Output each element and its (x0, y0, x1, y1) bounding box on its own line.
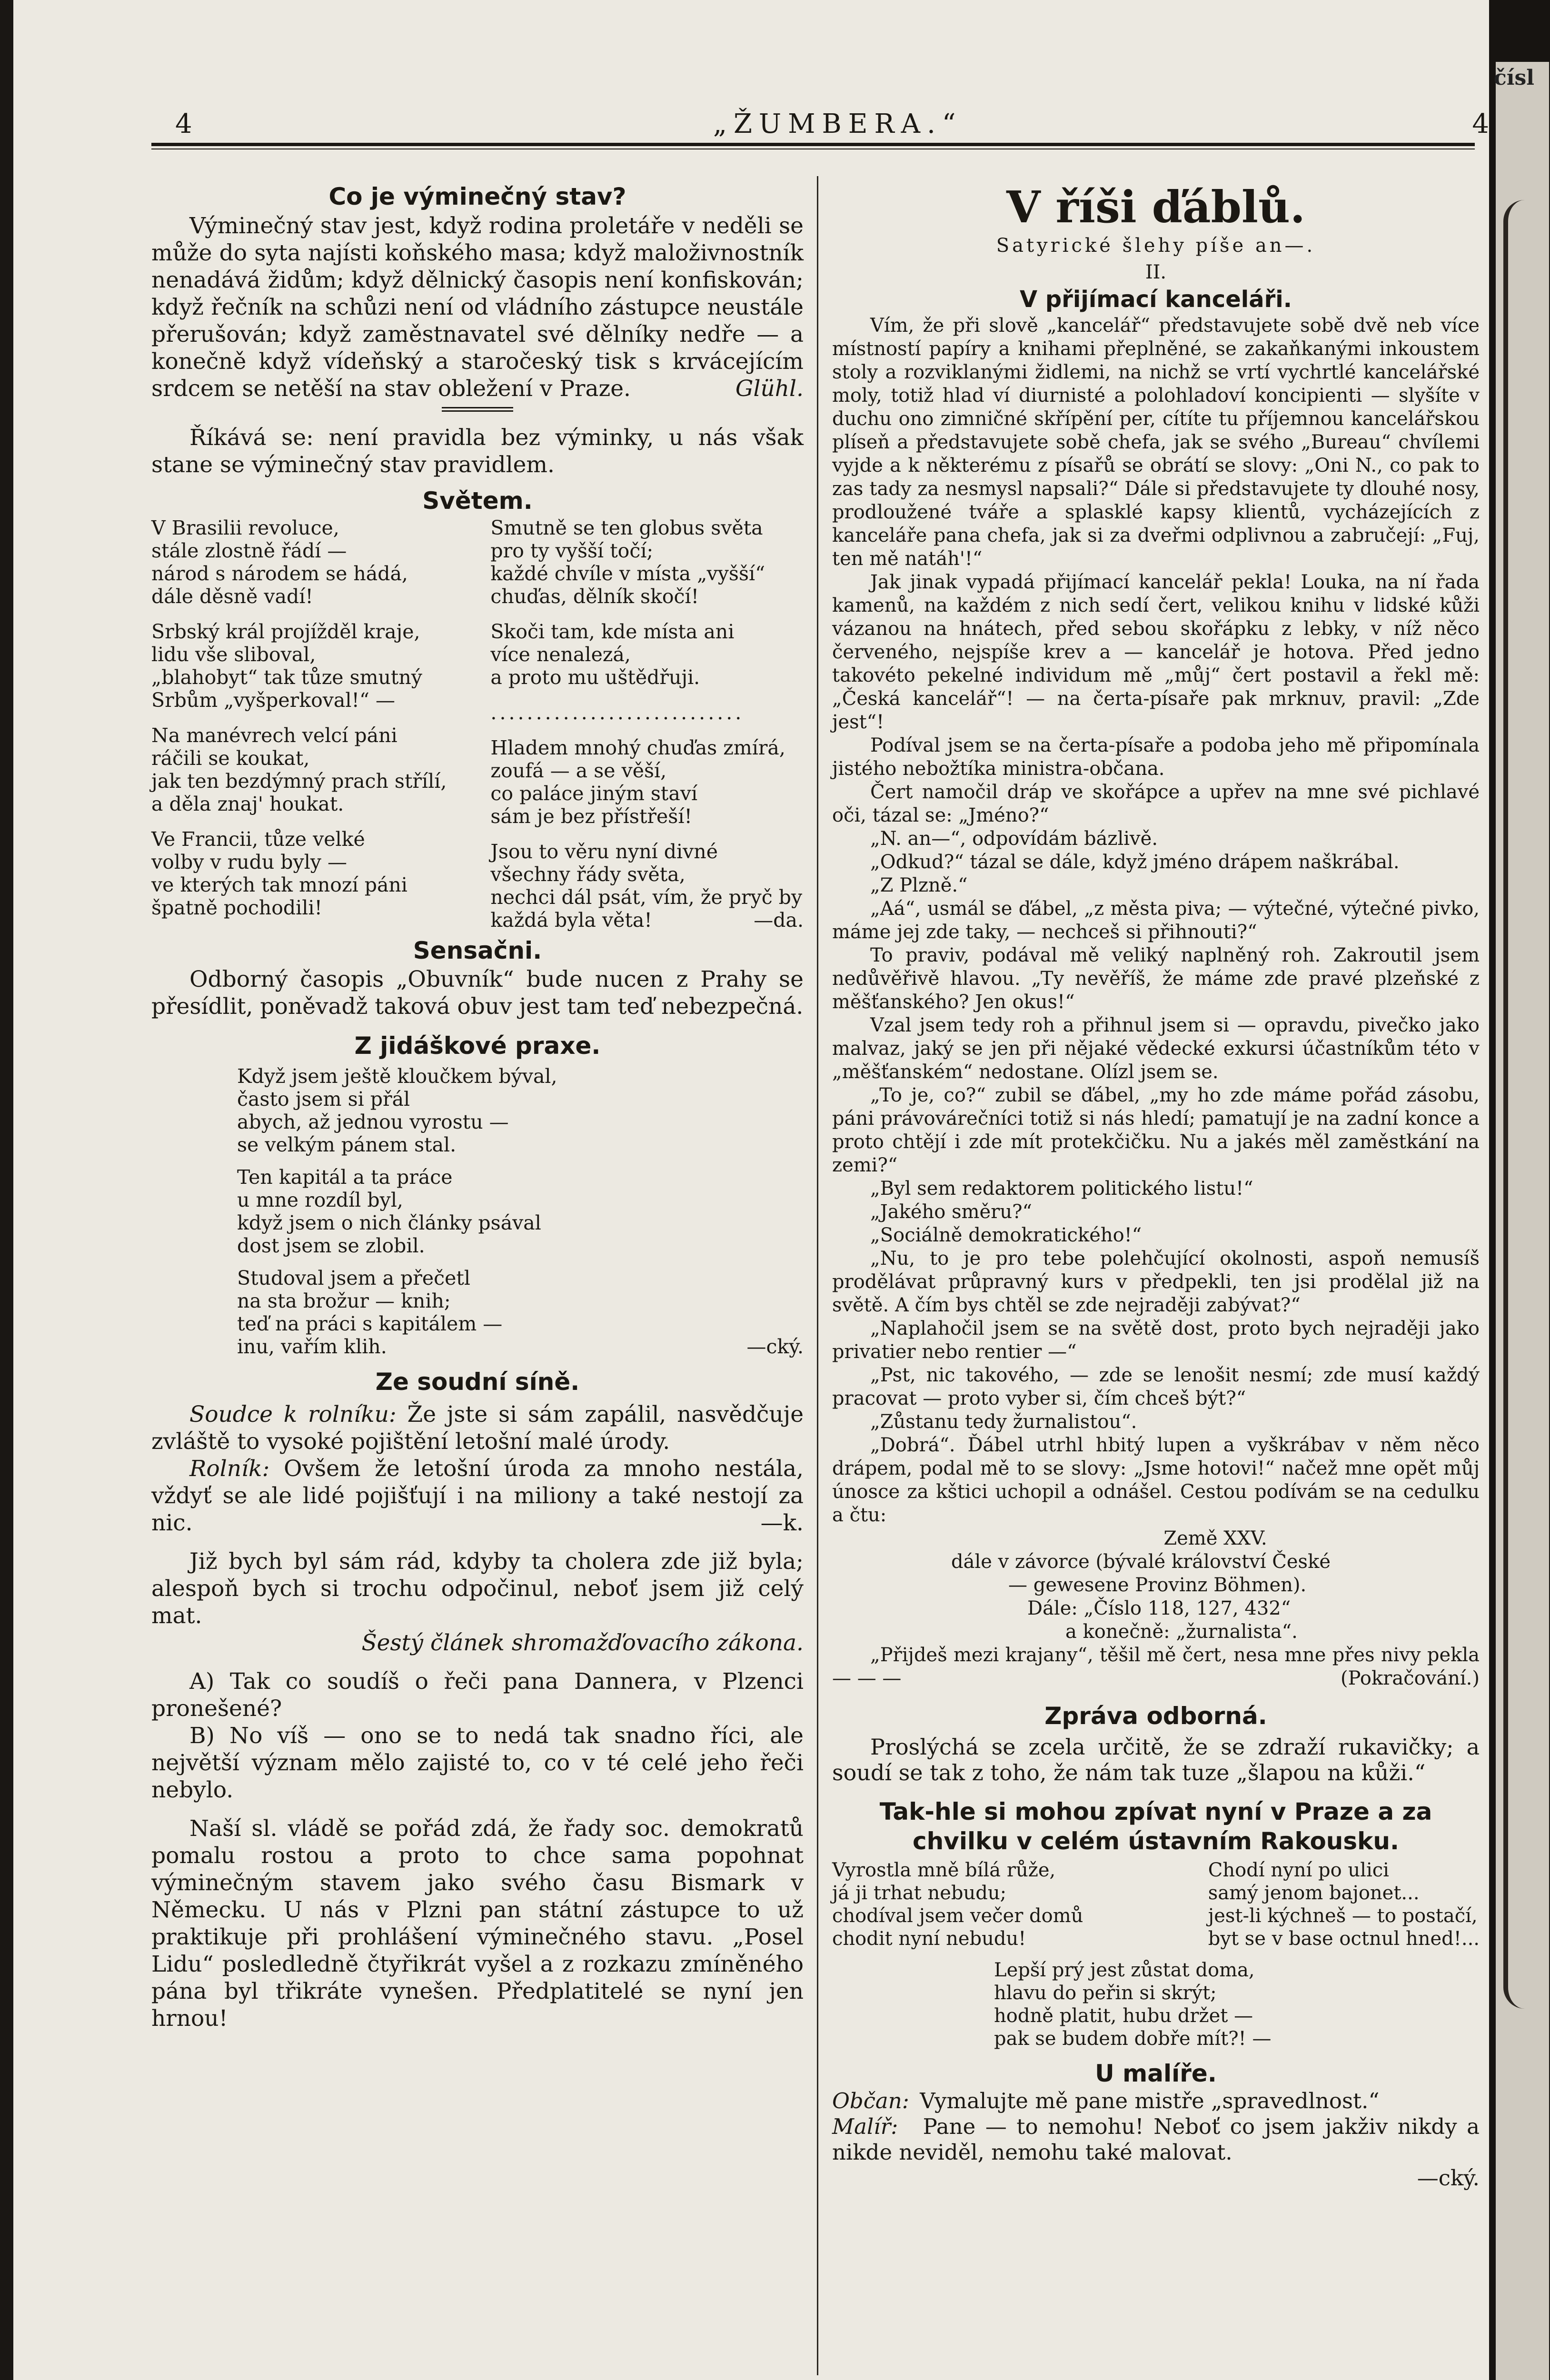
story-paragraph: „Z Plzně.“ (870, 874, 968, 896)
poem-stanza: Když jsem ještě kloučkem býval, často jsem si přál abych, až jednou vyrostu — se velkým pánem stal. (237, 1065, 557, 1156)
poem-stanza: Chodí nyní po ulici samý jenom bajonet... jest-li kýchneš — to postačí, byt se v base octnul hned!... (1208, 1859, 1480, 1950)
ornament-decoration (1503, 200, 1546, 2009)
dialogue-paragraph (151, 1401, 804, 1455)
note-line: dále v závorce (bývalé království České (951, 1551, 1331, 1573)
story-paragraph: „To je, co?“ zubil se ďábel, „my ho zde máme pořád zásobu, páni právovárečníci totiž si nás hledí; pamatují je na zadní konce a proto chtějí i zde mít protekčičku. Nu a jakés měl zaměstkání na zemi?“ (832, 1084, 1480, 1176)
story-paragraph: „Přijdeš mezi krajany“, těšil mě čert, nesa mne přes nivy pekla — — — (832, 1644, 1480, 1689)
signature: Šestý článek shromažďovacího zákona. (361, 1630, 804, 1656)
column-divider (817, 176, 818, 2375)
story-paragraph: „Sociálně demokratického!“ (870, 1224, 1142, 1246)
section-title: Ze soudní síně. (375, 1368, 580, 1396)
story-paragraph: Jak jinak vypadá přijímací kancelář pekla! Louka, na ní řada kamenů, na každém z nich sedí čert, velikou knihu v lidské kůži vázanou na hnátech, před sebou skořápku z lebky, v níž něco červeného, nejspíše krev a — kancelář je hotova. Před jedno takovéto pekelné individum mě „můj“ čert postavil a řekl mě: „Česká kancelář“! — na čerta-písaře pak mrknuv, pravil: „Zde jest“! (832, 571, 1480, 733)
signature: —k. (760, 1510, 804, 1536)
speaker-label: Malíř: (832, 2114, 898, 2139)
signature: Glühl. (735, 376, 804, 402)
story-paragraph: „Aá“, usmál se ďábel, „z města piva; — výtečné, výtečné pivko, máme jej zde taky, — nechceš si přihnouti?“ (832, 898, 1480, 943)
poem-stanza: Ten kapitál a ta práce u mne rozdíl byl, když jsem o nich články psával dost jsem se zlobil. (237, 1166, 541, 1257)
story-paragraph: Podíval jsem se na čerta-písaře a podoba jeho mě připomínala jistého nebožtíka ministra-občana. (832, 734, 1480, 780)
poem-stanza: Lepší prý jest zůstat doma, hlavu do peřin si skrýt; hodně platit, hubu držet — pak se budem dobře mít?! — (994, 1959, 1272, 2050)
section-title: Co je výminečný stav? (328, 183, 626, 210)
story-paragraph: Čert namočil dráp ve skořápce a upřev na mne své pichlavé oči, tázal se: „Jméno?“ (832, 781, 1480, 826)
story-paragraph: „Nu, to je pro tebe polehčující okolnosti, aspoň nemusíš prodělávat průpravný kurs v předpekli, ten jsi prodělal již na světě. A čím bys chtěl se zde nejraději zabývat?“ (832, 1248, 1480, 1316)
poem (237, 1065, 804, 1358)
page-number-right: 4 (1472, 109, 1489, 139)
dialogue-text: Vymalujte mě pane mistře „spravedlnost.“ (913, 2088, 1380, 2113)
dialogue-text: Ovšem že letošní úroda za mnoho nestála, vždyť se ale lidé pojišťují i na miliony a také nestojí za nic. (151, 1456, 804, 1536)
page-number-left: 4 (175, 109, 192, 139)
poem-stanza: Srbský král projížděl kraje, lidu vše sliboval, „blahobyt“ tak tůze smutný Srbům „vyšperkoval!“ — (151, 620, 422, 712)
poem-two-column (151, 516, 804, 932)
speaker-label: Občan: (832, 2088, 909, 2113)
dialogue-text: Že jste si sám zapálil, nasvědčuje zvláště to vysoké pojištění letošní malé úrody. (151, 1401, 804, 1455)
note-line: — gewesene Provinz Böhmen). (1008, 1574, 1307, 1596)
left-column (151, 181, 804, 2032)
section-title: Tak-hle si mohou zpívat nyní v Praze a za chvilku v celém ústavním Rakousku. (879, 1798, 1432, 1855)
article-paragraph: Odborný časopis „Obuvník“ bude nucen z Prahy se přesídlit, poněvadž taková obuv jest tam teď nebezpečná. (151, 966, 804, 1020)
feuilleton-subtitle: Satyrické šlehy píše an—. (996, 235, 1316, 257)
speaker-label: Soudce k rolníku: (189, 1401, 397, 1428)
masthead-title: „ŽUMBERA.“ (713, 109, 963, 139)
poem-stanza: Smutně se ten globus světa pro ty vyšší točí; každé chvíle v místa „vyšší“ chuďas, dělník skočí! (490, 516, 765, 608)
story-paragraph: „Naplahočil jsem se na světě dost, proto bych nejraději jako privatier nebo rentier —“ (832, 1318, 1480, 1363)
story-paragraph: „Odkud?“ tázal se dále, když jméno drápem naškrábal. (870, 851, 1400, 873)
right-column (832, 181, 1480, 2191)
article-paragraph: Říkává se: není pravidla bez výminky, u nás však stane se výminečný stav pravidlem. (151, 425, 804, 478)
newspaper-page (13, 0, 1489, 2380)
article-paragraph: A) Tak co soudíš o řeči pana Dannera, v Plzenci pronešené? (151, 1668, 804, 1722)
separator-rule (442, 410, 513, 412)
note-line: Dále: „Číslo 118, 127, 432“ (1027, 1597, 1291, 1619)
story-paragraph: Vím, že při slově „kancelář“ představujete sobě dvě neb více místností papíry a knihami přeplněné, se zakaňkanými inkoustem stoly a rozviklanými židlemi, na nichž se vrtí vychrtlé kancelářské moly, totiž hlad ví diurnisté a polohladoví koncipienti — slyšíte v duchu ono zimničné skřípění per, cítíte tu příjemnou kancelářskou plíseň a představujete sobě chefa, jak se svého „Bureau“ chvílemi vyjde a k některému z písařů se obrátí se slovy: „Oni N., co pak to zas tady za nesmysl napsali?“ Dále si představujete ty dlouhé nosy, prodloužené tváře a splasklé kapsy klientů, vycházejících z kanceláře pana chefa, jak si za dveřmi odplivnou a zabručejí: „Fuj, ten mě natáh'!“ (832, 315, 1480, 570)
poem-right (490, 516, 804, 932)
dialogue-text: Pane — to nemohu! Neboť co jsem jakživ nikdy a nikde neviděl, nemohu také malovat. (832, 2114, 1480, 2165)
section-title: Sensačni. (413, 937, 542, 964)
separator-rule (442, 407, 513, 408)
story-paragraph: „Byl sem redaktorem politického listu!“ (870, 1178, 1253, 1200)
article-paragraph: Proslýchá se zcela určitě, že se zdraží rukavičky; a soudí se tak z toho, že nám tak tuze „šlapou na kůži.“ (832, 1734, 1480, 1785)
continuation-note: (Pokračování.) (1341, 1667, 1480, 1689)
dialogue-paragraph (832, 2114, 1480, 2165)
chapter-number: II. (1145, 261, 1167, 283)
section-title: Zpráva odborná. (1044, 1702, 1267, 1730)
story-paragraph: „Zůstanu tedy žurnalistou“. (870, 1411, 1137, 1433)
header-rule (151, 143, 1475, 146)
chapter-title: V přijímací kanceláři. (1020, 286, 1292, 313)
adjacent-page-edge (1489, 0, 1550, 2380)
poem-stanza: V Brasilii revoluce, stále zlostně řádí — národ s národem se hádá, dále děsně vadí! (151, 516, 408, 608)
poem-stanza: Na manévrech velcí páni ráčili se koukat, jak ten bezdýmný prach střílí, a děla znaj' houkat. (151, 724, 447, 815)
story-paragraph: „Pst, nic takového, — zde se lenošit nesmí; zde musí každý pracovat — proto vyber si, čím chceš být?“ (832, 1364, 1480, 1409)
adjacent-page-text: čísl (1494, 66, 1534, 90)
story-paragraph: „Dobrá“. Ďábel utrhl hbitý lupen a vyškrábav v něm něco drápem, podal mě to se slovy: „Jsme hotovi!“ načež mne opět můj únosce za kštici uchopil a odnášel. Cestou podívám se na cedulku a čtu: (832, 1434, 1480, 1526)
article-paragraph: Výminečný stav jest, když rodina proletáře v neděli se může do syta najísti koňského masa; když maloživnostník nenadává židům; když dělnický časopis není konfiskován; když řečník na schůzi není od vládního zástupce neustále přerušován; když zaměstnavatel své dělníky nedře — a konečně když vídeňský a staročeský tisk s krvácejícím srdcem se netěší na stav obležení v Praze. (151, 213, 804, 402)
dotted-line: ............................ (490, 701, 745, 724)
dialogue-paragraph (832, 2088, 1480, 2114)
note-block (832, 1527, 1480, 1644)
story-paragraph: To praviv, podával mě veliký naplněný roh. Zakroutil jsem nedůvěřivě hlavou. „Ty nevěříš, že máme zde pravé plzeňské z měšťanského? Jen okus!“ (832, 944, 1480, 1013)
poem-stanza: Studoval jsem a přečetl na sta brožur — knih; teď na práci s kapitálem — inu, vařím klih. (237, 1267, 503, 1358)
poem-left (151, 516, 465, 932)
signature: —cký. (746, 1335, 804, 1358)
signature: —cký. (1417, 2165, 1480, 2191)
feuilleton-title: V říši ďáblů. (1006, 181, 1305, 233)
story-paragraph: „N. an—“, odpovídám bázlivě. (870, 828, 1158, 850)
poem-stanza: Skoči tam, kde místa ani více nenalezá, a proto mu uštědřuji. (490, 620, 735, 689)
page-header (175, 109, 1489, 147)
section-title: Světem. (422, 487, 533, 515)
section-title: Z jidáškové praxe. (354, 1032, 601, 1060)
poem-stanza: Hladem mnohý chuďas zmírá, zoufá — a se věší, co paláce jiným staví sám je bez přístřeší! (490, 736, 785, 828)
article-paragraph: B) No víš — ono se to nedá tak snadno říci, ale největší význam mělo zajisté to, co v té celé jeho řeči nebylo. (151, 1723, 804, 1803)
signature: —da. (754, 909, 804, 932)
poem-stanza: Vyrostla mně bílá růže, já ji trhat nebudu; chodíval jsem večer domů chodit nyní nebudu! (832, 1859, 1083, 1950)
poem-stanza: Ve Francii, tůze velké volby v rudu byly — ve kterých tak mnozí páni špatně pochodili! (151, 828, 407, 919)
story-paragraph: „Jakého směru?“ (870, 1201, 1032, 1223)
article-paragraph: Naší sl. vládě se pořád zdá, že řady soc. demokratů pomalu rostou a proto to chce sama popohnat výminečným stavem jako svého času Bismark v Německu. U nás v Plzni pan státní zástupce to už praktikuje při prohlášení výminečného stavu. „Posel Lidu“ posledledně čtyřikrát vyšel a z rozkazu zmíněného pána byl třikráte vynešen. Předplatitelé se nyní jen hrnou! (151, 1815, 804, 2032)
speaker-label: Rolník: (189, 1456, 270, 1482)
note-line: Země XXV. (1163, 1527, 1267, 1549)
poem-stanza: Jsou to věru nyní divné všechny řády světa, nechci dál psát, vím, že pryč by každá byla věta! (490, 840, 803, 932)
article-paragraph: Již bych byl sám rád, kdyby ta cholera zde již byla; alespoň bych si trochu odpočinul, neboť jsem již celý mat. (151, 1548, 804, 1629)
poem-two-column (832, 1859, 1480, 1959)
note-line: a konečně: „žurnalista“. (1065, 1621, 1298, 1643)
section-title: U malíře. (1095, 2060, 1217, 2087)
story-paragraph: Vzal jsem tedy roh a přihnul jsem si — opravdu, pivečko jako malvaz, jaký se jen při nějaké vědecké exkursi účastníkům této v „měšťanském“ nedostane. Olízl jsem se. (832, 1014, 1480, 1083)
